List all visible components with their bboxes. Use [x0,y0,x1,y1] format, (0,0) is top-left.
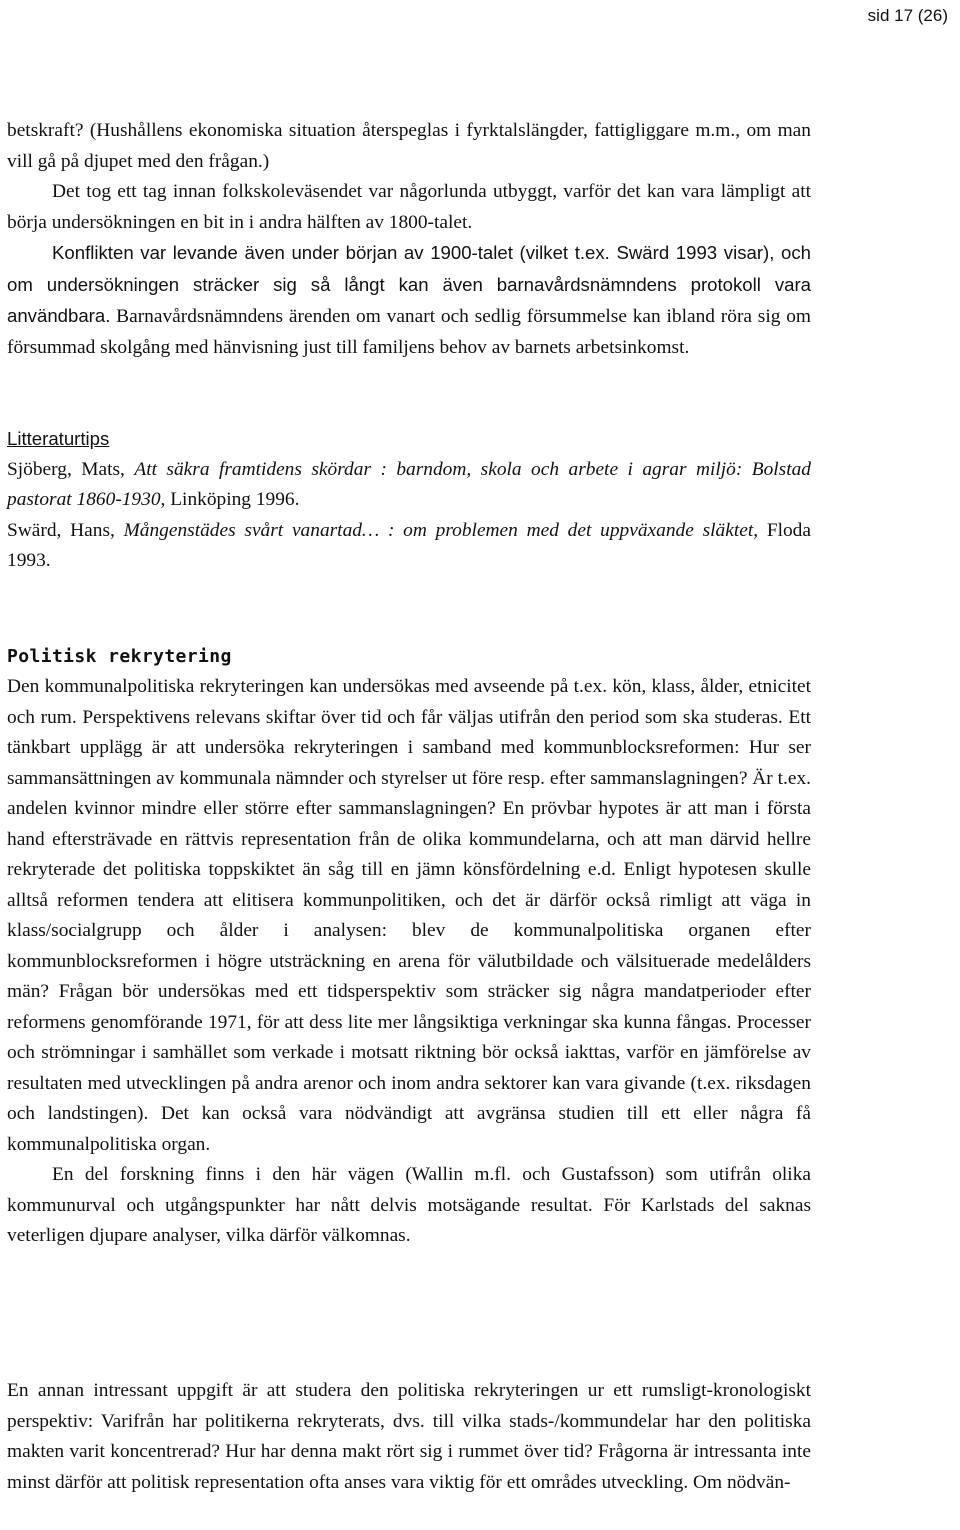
ref-sjoberg-author: Sjöberg, Mats, [7,458,135,480]
ref-sjoberg-title: Att säkra framtidens skördar : barndom, skola och arbete i agrar miljö: Bolstad pastorat 1860-1930 [7,458,811,510]
ref-sjoberg-tail: , Linköping 1996. [160,489,300,510]
paragraph-rekrytering-main: Den kommunalpolitiska rekryteringen kan undersökas med avseende på t.ex. kön, klass, ålder, etnicitet och rum. Perspektivens relevans skiftar över tid och får väljas utifrån den period som ska studeras. Ett tänkbart upplägg är att undersöka rekryteringen i samband med kommunblocksreformen: Hur ser sammansättningen av kommunala nämnder och styrelser ut före resp. efter sammanslagningen? Är t.ex. andelen kvinnor mindre eller större efter sammanslagningen? En prövbar hypotes är att man i första hand eftersträvade en rättvis representation från de olika kommundelarna, och att man därvid hellre rekryterade det politiska toppskiktet än såg till en jämn könsfördelning e.d. Enligt hypotesen skulle alltså reformen tendera att elitisera kommunpolitiken, och det är därför också rimligt att väga in klass/socialgrupp och ålder i analysen: blev de kommunalpolitiska organen efter kommunblocksreformen i högre utsträckning en arena för välutbildade och välsituerade medelålders män? Frågan bör undersökas med ett tidsperspektiv som sträcker sig några mandatperioder efter reformens genomförande 1971, för att dess lite mer långsiktiga verkningar ska kunna fångas. Processer och strömningar i samhället som verkade i motsatt riktning bör också iakttas, varför en jämförelse av resultaten med utvecklingen på andra arenor och inom andra sektorer kan vara givande (t.ex. riksdagen och landstingen). Det kan också vara nödvändigt att avgränsa studien till ett eller några få kommunalpolitiska organ. [7,676,811,1155]
ref-sward-title: Mångenstädes svårt vanartad… : om problemen med det uppväxande släktet [123,519,754,541]
literature-ref-sward [7,516,811,577]
paragraph-konflikten [7,238,811,363]
page-number: sid 17 (26) [867,6,948,25]
ref-sward-tail: , Floda 1993. [7,519,811,571]
ref-sward-author: Swärd, Hans, [7,519,124,541]
paragraph-folkskola: Det tog ett tag innan folkskoleväsendet var någorlunda utbyggt, varför det kan vara lämpligt att börja undersökningen en bit in i andra hälften av 1800-talet. [7,181,811,233]
paragraph-forskning: En del forskning finns i den här vägen (Wallin m.fl. och Gustafsson) som utifrån olika kommunurval och utgångspunkter har nått delvis motsägande resultat. För Karlstads del saknas veterligen djupare analyser, vilka därför välkomnas. [7,1164,811,1246]
section-politisk-rekrytering [7,642,811,1252]
paragraph-konflikten-serif: Barnavårdsnämndens ärenden om vanart och sedlig försummelse kan ibland röra sig om försummad skolgång med hänvisning just till familjens behov av barnets arbetsinkomst. [7,306,811,358]
paragraph-konflikten-sans: Konflikten var levande även under början av 1900-talet (vilket t.ex. Swärd 1993 visar), och om undersökningen sträcker sig så långt kan även barnavårdsnämndens protokoll vara användbara. [7,242,811,326]
section-top [7,116,811,363]
section-heading: Politisk rekrytering [7,646,232,667]
literature-tips [7,424,811,577]
section-rumsligt [7,1376,811,1498]
literature-ref-sjoberg [7,455,811,516]
literature-heading: Litteraturtips [7,428,110,449]
paragraph-continuation: betskraft? (Hushållens ekonomiska situation återspeglas i fyrktalslängder, fattigliggare m.m., om man vill gå på djupet med den frågan.) [7,120,811,172]
paragraph-rumsligt: En annan intressant uppgift är att studera den politiska rekryteringen ur ett rumsligt-kronologiskt perspektiv: Varifrån har politikerna rekryterats, dvs. till vilka stads-/kommundelar har den politiska makten varit koncentrerad? Hur har denna makt rört sig i rummet över tid? Frågorna är intressanta inte minst därför att politisk representation ofta anses vara viktig för ett områdes utveckling. Om nödvän- [7,1380,811,1493]
